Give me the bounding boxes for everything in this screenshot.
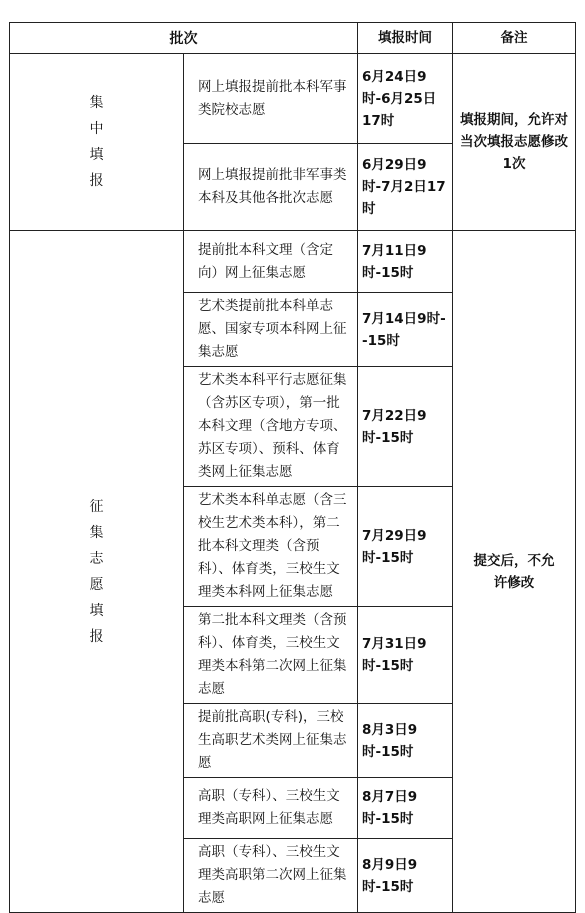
- time-cell: 7月22日9时-15时: [358, 367, 453, 487]
- note-cell-solicitation: 提交后，不允许修改: [453, 231, 576, 913]
- batch-cell: 艺术类本科单志愿（含三校生艺术类本科），第二批本科文理类（含预科）、体育类，三校生文理类本科网上征集志愿: [184, 487, 358, 607]
- time-cell: 7月29日9时-15时: [358, 487, 453, 607]
- time-cell: 6月24日9时-6月25日17时: [358, 54, 453, 144]
- header-note: 备注: [453, 23, 576, 54]
- header-row: [10, 23, 576, 54]
- time-cell: 7月11日9时-15时: [358, 231, 453, 293]
- time-cell: 8月7日9时-15时: [358, 778, 453, 839]
- batch-cell: 提前批高职(专科)，三校生高职艺术类网上征集志愿: [184, 704, 358, 778]
- batch-cell: 网上填报提前批非军事类本科及其他各批次志愿: [184, 144, 358, 231]
- time-cell: 6月29日9时-7月2日17时: [358, 144, 453, 231]
- group-label-solicitation: 征集志愿填报: [10, 231, 184, 913]
- time-cell: 8月3日9时-15时: [358, 704, 453, 778]
- batch-cell: 艺术类提前批本科单志愿、国家专项本科网上征集志愿: [184, 293, 358, 367]
- header-time: 填报时间: [358, 23, 453, 54]
- note-cell-centralized: 填报期间，允许对当次填报志愿修改1次: [453, 54, 576, 231]
- batch-cell: 高职（专科）、三校生文理类高职网上征集志愿: [184, 778, 358, 839]
- header-batch: 批次: [10, 23, 358, 54]
- batch-cell: 第二批本科文理类（含预科）、体育类，三校生文理类本科第二次网上征集志愿: [184, 607, 358, 704]
- table-row: [10, 54, 576, 144]
- batch-cell: 网上填报提前批本科军事类院校志愿: [184, 54, 358, 144]
- batch-cell: 提前批本科文理（含定向）网上征集志愿: [184, 231, 358, 293]
- batch-cell: 艺术类本科平行志愿征集（含苏区专项），第一批本科文理（含地方专项、苏区专项）、预科、体育类网上征集志愿: [184, 367, 358, 487]
- table-row: [10, 231, 576, 293]
- group-label-centralized: 集中填报: [10, 54, 184, 231]
- time-cell: 7月31日9时-15时: [358, 607, 453, 704]
- time-cell: 7月14日9时--15时: [358, 293, 453, 367]
- batch-cell: 高职（专科）、三校生文理类高职第二次网上征集志愿: [184, 839, 358, 913]
- time-cell: 8月9日9时-15时: [358, 839, 453, 913]
- schedule-table: [9, 22, 576, 913]
